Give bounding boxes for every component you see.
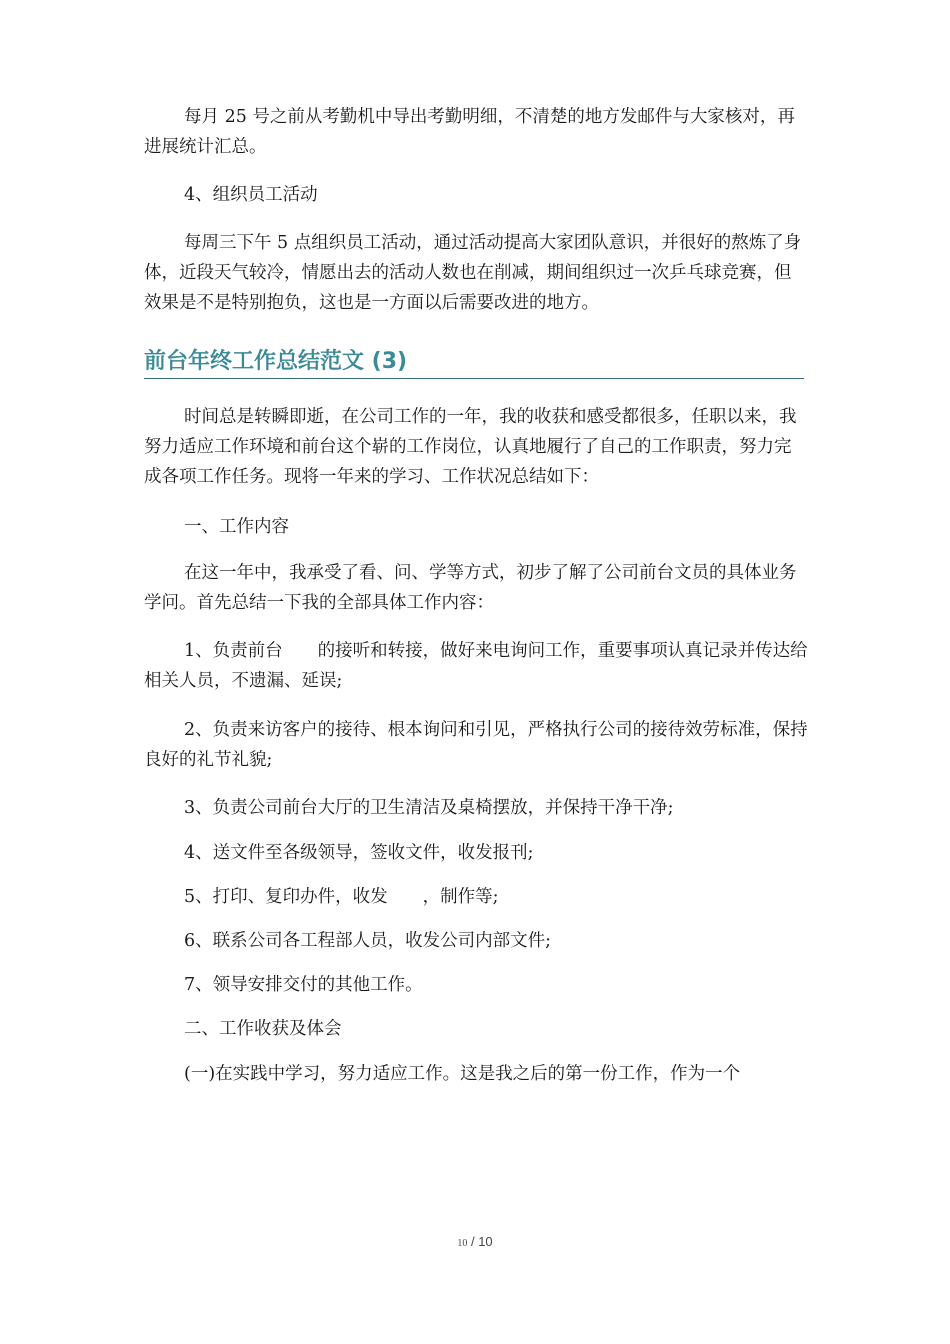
paragraph-part-2: (一)在实践中学习，努力适应工作。这是我之后的第一份工作，作为一个 (184, 1064, 741, 1084)
total-pages: 10 (478, 1234, 493, 1249)
section-heading: 前台年终工作总结范文 (3) (144, 346, 804, 379)
paragraph-work-content: 在这一年中，我承受了看、问、学等方式，初步了解了公司前台文员的具体业务学问。首先总结一下我的全部具体工作内容： (144, 563, 797, 613)
list-item: 6、联系公司各工程部人员，收发公司内部文件; (184, 931, 552, 951)
paragraph-intro: 时间总是转瞬即逝，在公司工作的一年，我的收获和感受都很多，任职以来，我努力适应工作环境和前台这个崭的工作岗位，认真地履行了自己的工作职责，努力完成各项工作任务。现将一年来的学习、工作状况总结如下： (144, 407, 797, 487)
paragraph-attendance-export: 每月 25 号之前从考勤机中导出考勤明细，不清楚的地方发邮件与大家核对，再进展统计汇总。 (144, 107, 795, 157)
list-item: 3、负责公司前台大厅的卫生清洁及桌椅摆放，并保持干净干净; (184, 798, 674, 818)
list-item: 4、送文件至各级领导，签收文件，收发报刊; (184, 843, 534, 863)
part-1-title: 一、工作内容 (184, 517, 289, 537)
list-item: 7、领导安排交付的其他工作。 (184, 975, 423, 995)
page-separator: / (467, 1234, 479, 1249)
list-item: 1、负责前台 的接听和转接，做好来电询问工作，重要事项认真记录并传达给相关人员，不遗漏、延误; (144, 641, 808, 691)
list-item: 5、打印、复印办件，收发 ，制作等; (184, 887, 499, 907)
list-item: 2、负责来访客户的接待、根本询问和引见，严格执行公司的接待效劳标准，保持良好的礼节礼貌; (144, 720, 808, 770)
paragraph-staff-activities: 每周三下午 5 点组织员工活动，通过活动提高大家团队意识，并很好的熬炼了身体，近段天气较冷，情愿出去的活动人数也在削减，期间组织过一次乒乓球竞赛，但效果是不是特别抱负，这也是一方面以后需要改进的地方。 (144, 233, 802, 313)
page-number (0, 1234, 950, 1249)
current-page: 10 (457, 1238, 468, 1249)
part-2-title: 二、工作收获及体会 (184, 1019, 342, 1039)
item-4-title: 4、组织员工活动 (184, 185, 318, 205)
